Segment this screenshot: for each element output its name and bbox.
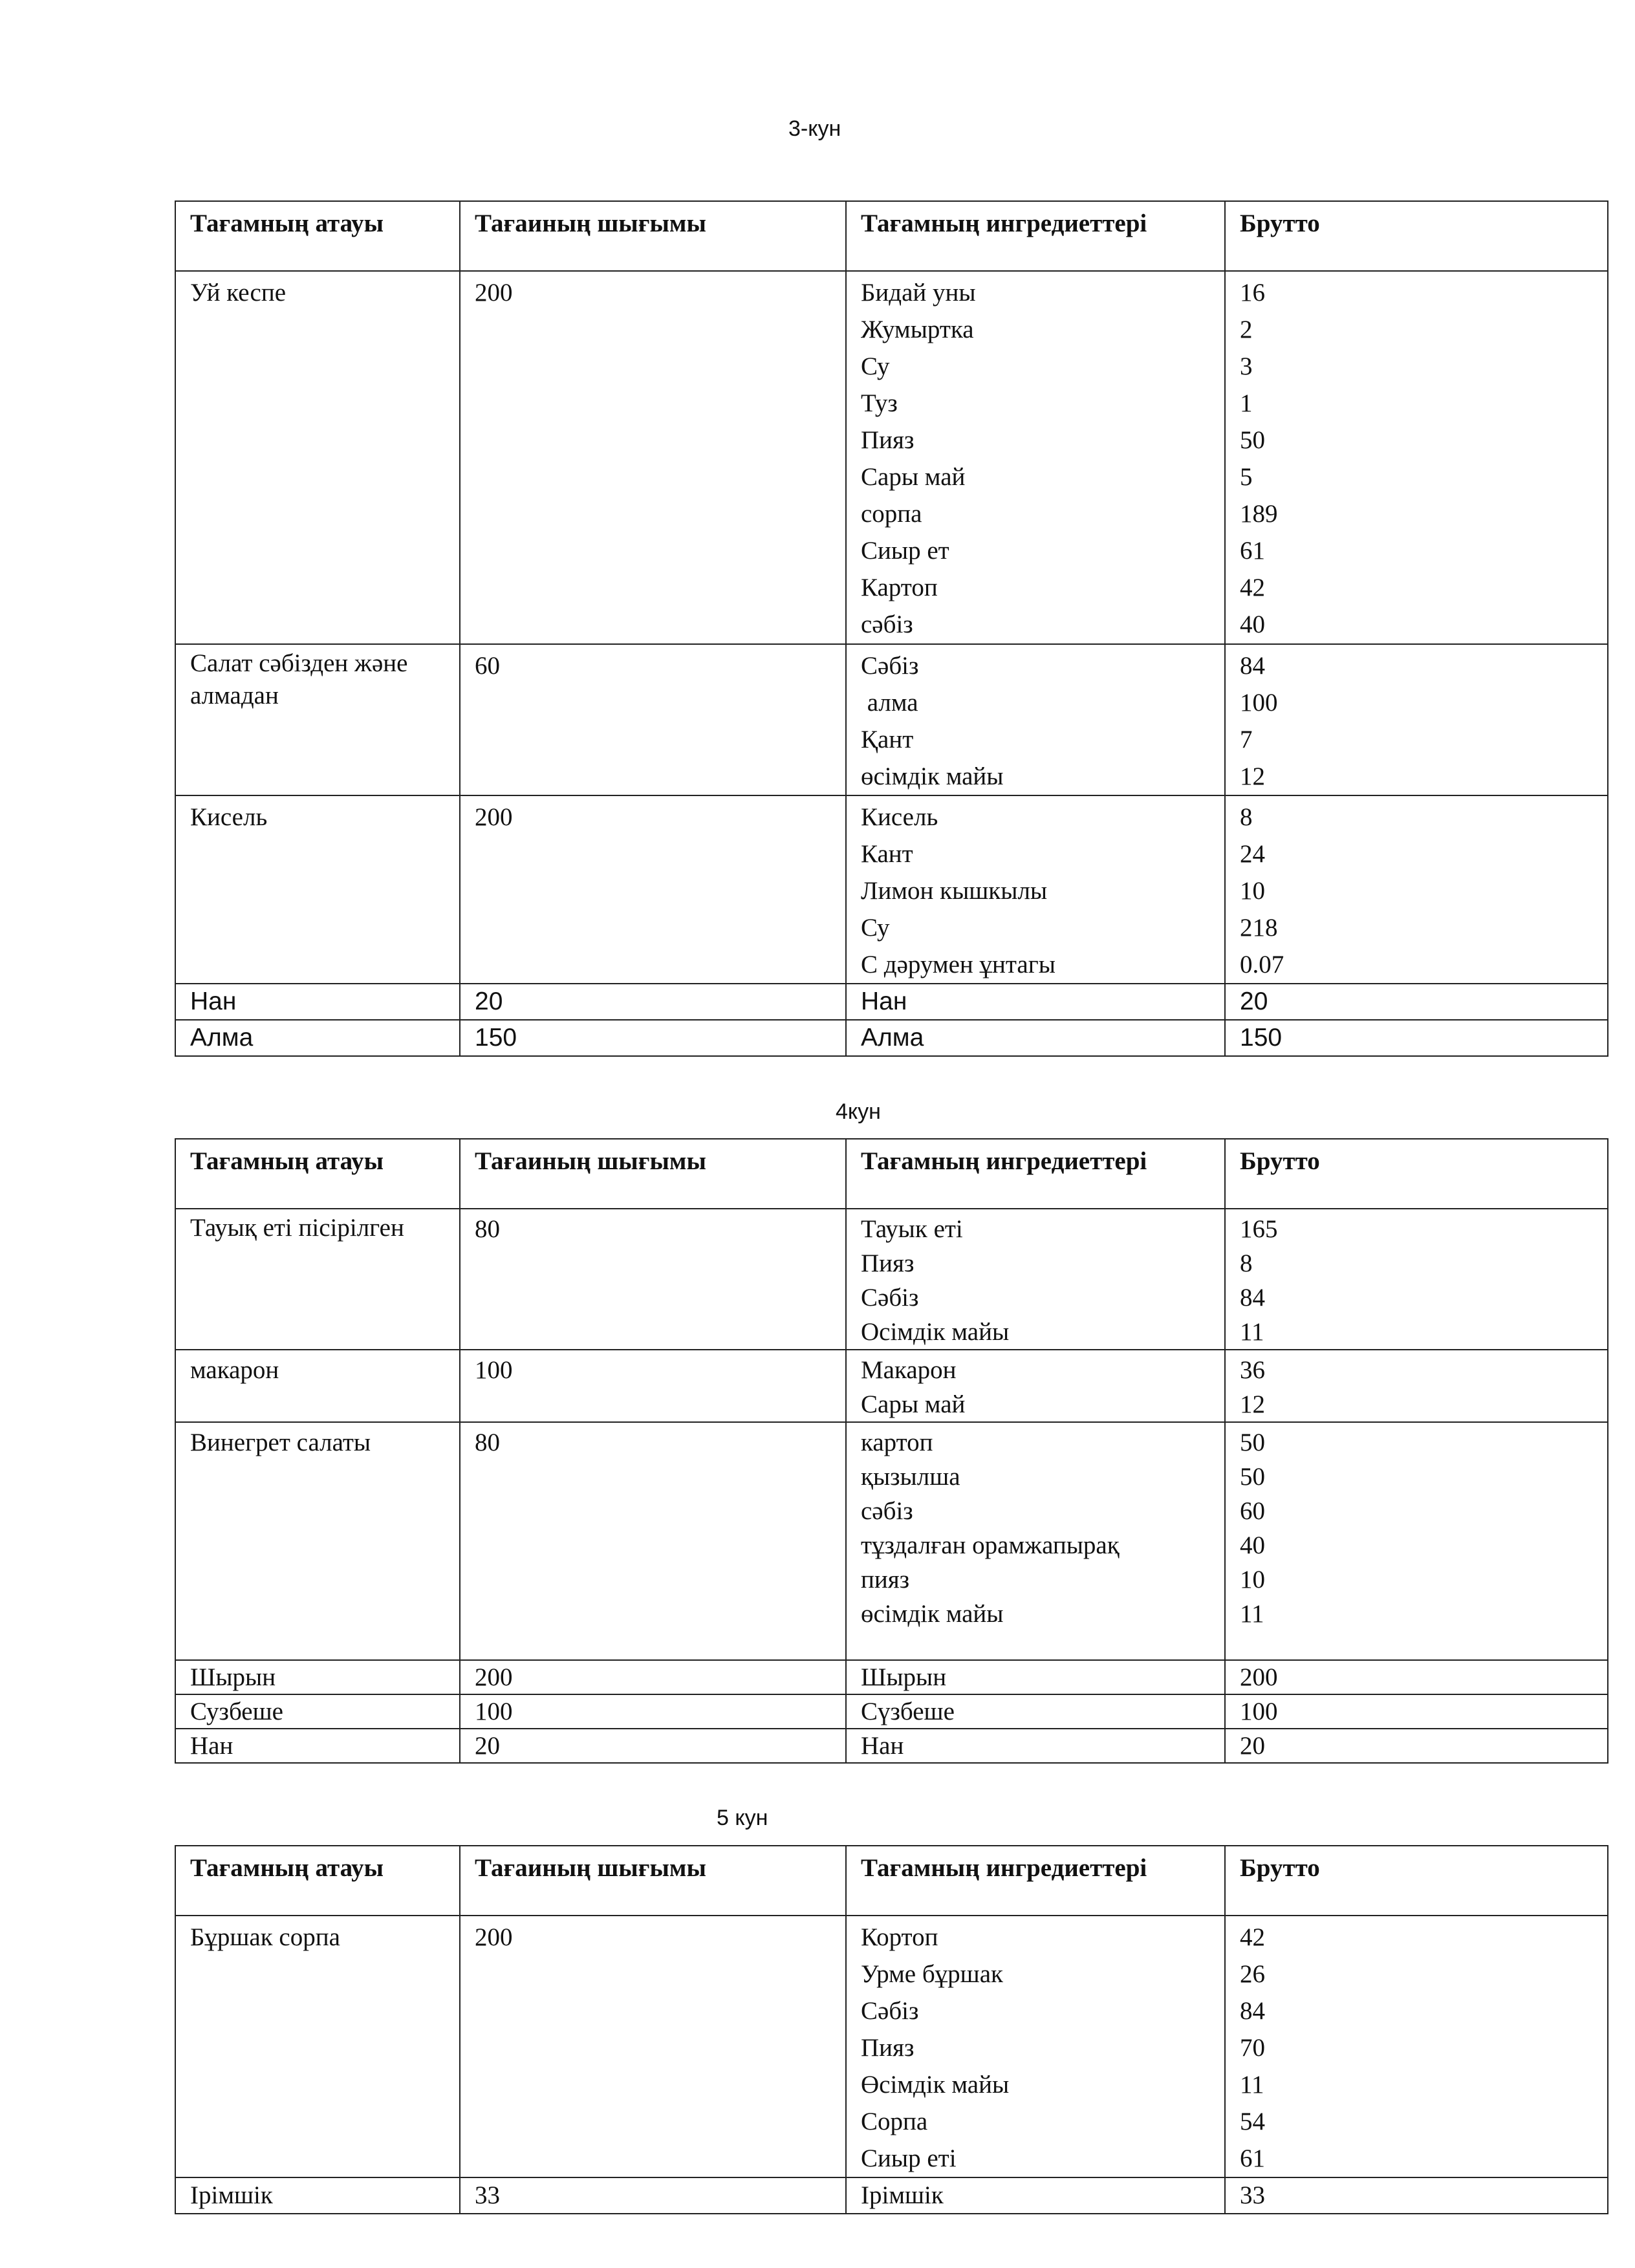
dish-name: Ірімшік: [175, 2177, 460, 2214]
brutto-value: 5: [1240, 463, 1253, 491]
ingredient: Тауык еті: [861, 1215, 963, 1243]
ingredient: Кант: [861, 840, 913, 868]
brutto-value: 84: [1240, 1997, 1265, 2025]
brutto-value: 20: [1225, 984, 1608, 1020]
brutto-value: 20: [1225, 1729, 1608, 1763]
ingredient: Осімдік майы: [861, 1318, 1010, 1346]
brutto-value: 16: [1240, 279, 1265, 307]
dish-yield: 80: [460, 1422, 846, 1660]
dish-name: Бұршак сорпа: [175, 1916, 460, 2177]
brutto-list: [1225, 1209, 1608, 1350]
brutto-value: 2: [1240, 316, 1253, 343]
brutto-value: 100: [1240, 689, 1278, 717]
brutto-value: 100: [1225, 1694, 1608, 1729]
table-row: [175, 2177, 1608, 2214]
dish-yield: 20: [460, 984, 846, 1020]
table-row: [175, 795, 1608, 984]
dish-name: Тауық еті пісірілген: [175, 1209, 460, 1350]
ingredient: Қант: [861, 726, 914, 753]
brutto-value: 40: [1240, 610, 1265, 638]
header-brutto: Брутто: [1225, 1139, 1608, 1209]
ingredient: Алма: [846, 1020, 1225, 1056]
brutto-value: 33: [1225, 2177, 1608, 2214]
day-title: 3-кун: [788, 116, 841, 141]
ingredient: сорпа: [861, 500, 922, 528]
dish-name: Уй кеспе: [175, 271, 460, 644]
header-ingredients: Тағамның ингредиеттері: [846, 1139, 1225, 1209]
table-row: [175, 1020, 1608, 1056]
ingredient: Сүзбеше: [846, 1694, 1225, 1729]
dish-name: Кисель: [175, 795, 460, 984]
brutto-value: 11: [1240, 1600, 1264, 1628]
brutto-value: 150: [1225, 1020, 1608, 1056]
header-dish-name: Тағамның атауы: [175, 1846, 460, 1916]
ingredient: өсімдік майы: [861, 762, 1004, 790]
table-row: [175, 1916, 1608, 2177]
ingredient: Макарон: [861, 1356, 957, 1384]
table-header-row: [175, 1139, 1608, 1209]
brutto-value: 24: [1240, 840, 1265, 868]
dish-yield: 20: [460, 1729, 846, 1763]
dish-name: Шырын: [175, 1660, 460, 1694]
ingredient: Бидай уны: [861, 279, 976, 307]
table-row: [175, 1694, 1608, 1729]
brutto-value: 61: [1240, 2144, 1265, 2172]
brutto-list: [1225, 644, 1608, 795]
dish-name: Нан: [175, 984, 460, 1020]
brutto-value: 10: [1240, 877, 1265, 905]
ingredient: Нан: [846, 1729, 1225, 1763]
dish-name: Алма: [175, 1020, 460, 1056]
ingredient-list: [846, 1916, 1225, 2177]
brutto-value: 1: [1240, 389, 1253, 417]
brutto-value: 70: [1240, 2034, 1265, 2062]
dish-yield: 80: [460, 1209, 846, 1350]
table-row: [175, 1350, 1608, 1422]
brutto-value: 61: [1240, 537, 1265, 565]
ingredient: өсімдік майы: [861, 1600, 1004, 1628]
ingredient: сәбіз: [861, 610, 913, 638]
ingredient-list: [846, 1209, 1225, 1350]
dish-name: Салат сәбізден және алмадан: [175, 644, 460, 795]
dish-name: макарон: [175, 1350, 460, 1422]
brutto-value: 50: [1240, 1463, 1265, 1491]
ingredient: Сары май: [861, 1390, 966, 1418]
brutto-value: 200: [1225, 1660, 1608, 1694]
brutto-value: 189: [1240, 500, 1278, 528]
ingredient: Сәбіз: [861, 652, 919, 680]
dish-name: Сузбеше: [175, 1694, 460, 1729]
dish-name: Винегрет салаты: [175, 1422, 460, 1660]
menu-table-day-4: [175, 1138, 1608, 1764]
ingredient: пияз: [861, 1566, 910, 1593]
ingredient-list: [846, 1350, 1225, 1422]
brutto-value: 12: [1240, 1390, 1265, 1418]
table-row: [175, 644, 1608, 795]
dish-yield: 200: [460, 271, 846, 644]
table-row: [175, 1729, 1608, 1763]
ingredient: Жумыртка: [861, 316, 974, 343]
dish-yield: 200: [460, 1916, 846, 2177]
brutto-list: [1225, 1916, 1608, 2177]
ingredient: Пияз: [861, 1249, 915, 1277]
ingredient: С дәрумен ұнтагы: [861, 951, 1056, 978]
ingredient: Ірімшік: [846, 2177, 1225, 2214]
brutto-value: 54: [1240, 2108, 1265, 2135]
brutto-value: 36: [1240, 1356, 1265, 1384]
menu-table-day-3: [175, 200, 1608, 1057]
brutto-list: [1225, 271, 1608, 644]
brutto-value: 40: [1240, 1531, 1265, 1559]
brutto-value: 10: [1240, 1566, 1265, 1593]
menu-table-day-5: [175, 1845, 1608, 2214]
brutto-value: 26: [1240, 1960, 1265, 1988]
brutto-value: 8: [1240, 803, 1253, 831]
brutto-value: 42: [1240, 574, 1265, 601]
ingredient-list: [846, 271, 1225, 644]
header-yield: Тағаиның шығымы: [460, 1846, 846, 1916]
ingredient: Шырын: [846, 1660, 1225, 1694]
brutto-value: 12: [1240, 762, 1265, 790]
table-row: [175, 1660, 1608, 1694]
brutto-value: 84: [1240, 1284, 1265, 1312]
brutto-value: 8: [1240, 1249, 1253, 1277]
brutto-value: 3: [1240, 352, 1253, 380]
header-yield: Тағаиның шығымы: [460, 201, 846, 271]
ingredient: Сәбіз: [861, 1284, 919, 1312]
dish-name: Нан: [175, 1729, 460, 1763]
dish-yield: 100: [460, 1694, 846, 1729]
dish-yield: 200: [460, 795, 846, 984]
ingredient: Сиыр еті: [861, 2144, 957, 2172]
dish-yield: 150: [460, 1020, 846, 1056]
brutto-value: 165: [1240, 1215, 1278, 1243]
ingredient: Су: [861, 352, 890, 380]
table-row: [175, 271, 1608, 644]
ingredient: сәбіз: [861, 1497, 913, 1525]
table-header-row: [175, 201, 1608, 271]
day-title: 4кун: [836, 1099, 881, 1124]
brutto-value: 50: [1240, 1429, 1265, 1456]
dish-yield: 100: [460, 1350, 846, 1422]
ingredient: Кортоп: [861, 1923, 938, 1951]
ingredient: Сорпа: [861, 2108, 928, 2135]
brutto-value: 11: [1240, 1318, 1264, 1346]
table-row: [175, 1209, 1608, 1350]
header-dish-name: Тағамның атауы: [175, 201, 460, 271]
brutto-value: 50: [1240, 426, 1265, 454]
table-header-row: [175, 1846, 1608, 1916]
brutto-list: [1225, 795, 1608, 984]
ingredient: тұздалған орамжапырақ: [861, 1531, 1120, 1559]
header-yield: Тағаиның шығымы: [460, 1139, 846, 1209]
ingredient: Өсімдік майы: [861, 2071, 1010, 2099]
day-title: 5 кун: [717, 1806, 768, 1830]
header-brutto: Брутто: [1225, 201, 1608, 271]
ingredient-list: [846, 795, 1225, 984]
ingredient: Нан: [846, 984, 1225, 1020]
brutto-list: [1225, 1350, 1608, 1422]
ingredient: алма: [861, 689, 918, 717]
ingredient: қызылша: [861, 1463, 960, 1491]
ingredient: картоп: [861, 1429, 933, 1456]
brutto-value: 218: [1240, 914, 1278, 942]
header-ingredients: Тағамның ингредиеттері: [846, 1846, 1225, 1916]
ingredient: Пияз: [861, 426, 915, 454]
brutto-list: [1225, 1422, 1608, 1660]
brutto-value: 60: [1240, 1497, 1265, 1525]
ingredient: Сары май: [861, 463, 966, 491]
ingredient: Картоп: [861, 574, 938, 601]
brutto-value: 42: [1240, 1923, 1265, 1951]
ingredient-list: [846, 1422, 1225, 1660]
brutto-value: 11: [1240, 2071, 1264, 2099]
ingredient: Пияз: [861, 2034, 915, 2062]
ingredient: Лимон кышкылы: [861, 877, 1048, 905]
ingredient: Сәбіз: [861, 1997, 919, 2025]
header-dish-name: Тағамның атауы: [175, 1139, 460, 1209]
dish-yield: 60: [460, 644, 846, 795]
table-row: [175, 1422, 1608, 1660]
header-brutto: Брутто: [1225, 1846, 1608, 1916]
ingredient: Туз: [861, 389, 898, 417]
ingredient: Сиыр ет: [861, 537, 949, 565]
ingredient: Урме бұршак: [861, 1960, 1003, 1988]
brutto-value: 84: [1240, 652, 1265, 680]
brutto-value: 7: [1240, 726, 1253, 753]
table-row: [175, 984, 1608, 1020]
dish-yield: 200: [460, 1660, 846, 1694]
dish-yield: 33: [460, 2177, 846, 2214]
ingredient-list: [846, 644, 1225, 795]
header-ingredients: Тағамның ингредиеттері: [846, 201, 1225, 271]
ingredient: Су: [861, 914, 890, 942]
ingredient: Кисель: [861, 803, 938, 831]
brutto-value: 0.07: [1240, 951, 1284, 978]
